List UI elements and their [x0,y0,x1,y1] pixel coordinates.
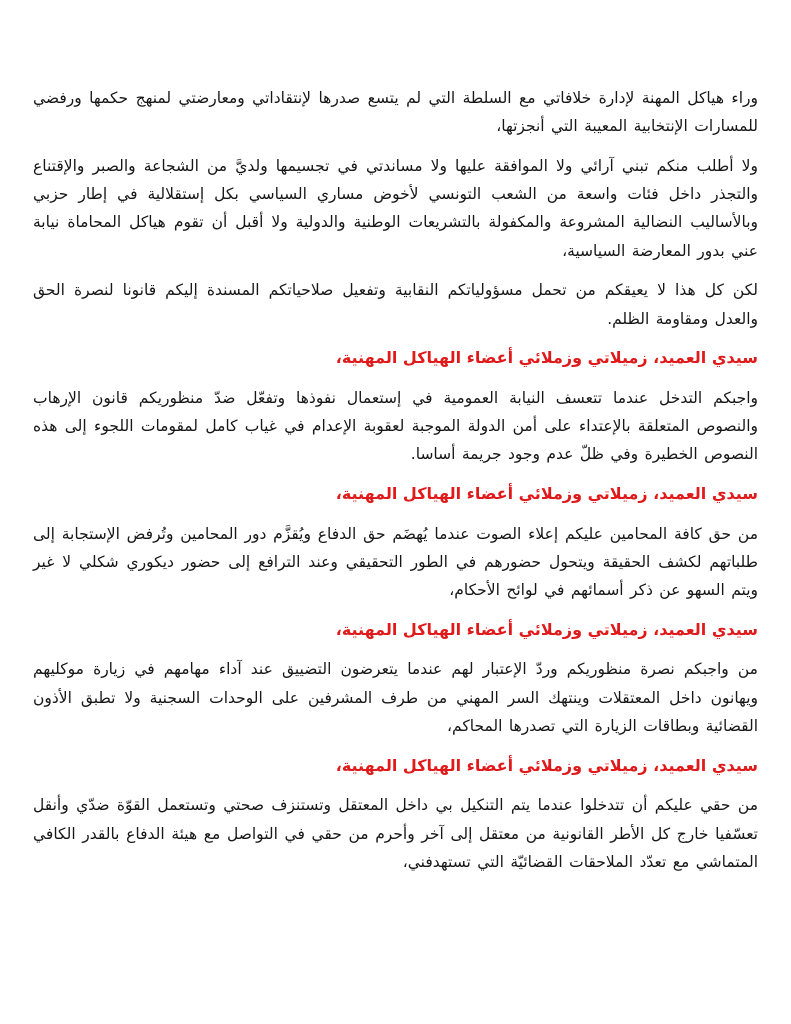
paragraph-disputes-with-authority: وراء هياكل المهنة لإدارة خلافاتي مع السلطة التي لم يتسع صدرها لإنتقاداتي ومعارضتي لمنهج حكمها ورفضي للمسارات الإنتخابية المعيبة التي أنجزتها، [33,89,758,136]
paragraph-defense-rights: من حق كافة المحامين عليكم إعلاء الصوت عندما يُهضَم حق الدفاع ويُقزَّم دور المحامين وتُرفض الإستجابة إلى طلباتهم لكشف الحقيقة ويتحول حضورهم في الطور التحقيقي وعند الترافع إلى حضور ديكوري شكلي لا غير ويتم السهو عن ذكر أسمائهم في لوائح الأحكام، [33,524,758,600]
salutation-heading: سيدي العميد، زميلاتي وزملائي أعضاء الهياكل المهنية، [335,619,758,639]
paragraph-personal-mistreatment: من حقي عليكم أن تتدخلوا عندما يتم التنكيل بي داخل المعتقل وتستنزف صحتي وتستعمل القوّة ضدّي وأنقل تعسّفيا خارج كل الأطر القانونية من معتقل إلى آخر وأحرم من حقي في التواصل مع هيئة الدفاع بالقدر الكافي المتماشي مع تعدّد الملاحقات القضائيّة التي تستهدفني، [33,796,758,872]
paragraph-lawyers-harassment: من واجبكم نصرة منظوريكم وردّ الإعتبار لهم عندما يتعرضون التضييق عند آداء مهامهم في زيارة موكليهم ويهانون داخل المعتقلات وينتهك السر المهني من طرف المشرفين على الوحدات السجنية ولا تطبق الأذون القضائية وبطاقات الزيارة التي تصدرها المحاكم، [33,660,758,736]
salutation-heading: سيدي العميد، زميلاتي وزملائي أعضاء الهياكل المهنية، [335,755,758,775]
paragraph-political-independence: ولا أطلب منكم تبني آرائي ولا الموافقة عليها ولا مساندتي في تجسيمها ولديَّ من الشجاعة والصبر والإقتناع والتجذر داخل فئات واسعة من الشعب التونسي لأخوض مساري السياسي بكل إستقلالية في إطار حزبي وبالأساليب النضالية المشروعة والمكفولة بالتشريعات الوطنية والدولية ولا أقبل أن تقوم هياكل المحاماة نيابة عني بدور المعارضة السياسية، [33,156,758,260]
salutation-heading: سيدي العميد، زميلاتي وزملائي أعضاء الهياكل المهنية، [335,347,758,367]
paragraph-union-responsibilities: لكن كل هذا لا يعيقكم من تحمل مسؤولياتكم النقابية وتفعيل صلاحياتكم المسندة إليكم قانونا لنصرة الحق والعدل ومقاومة الظلم. [33,281,758,328]
salutation-heading: سيدي العميد، زميلاتي وزملائي أعضاء الهياكل المهنية، [335,483,758,503]
paragraph-public-prosecution-abuse: واجبكم التدخل عندما تتعسف النيابة العمومية في إستعمال نفوذها وتفعّل ضدّ منظوريكم قانون الإرهاب والنصوص المتعلقة بالإعتداء على أمن الدولة الموجبة لعقوبة الإعدام في غياب كامل لمقومات اللجوء إلى هذه النصوص الخطيرة وفي ظلّ عدم وجود جريمة أساسا. [33,388,758,464]
